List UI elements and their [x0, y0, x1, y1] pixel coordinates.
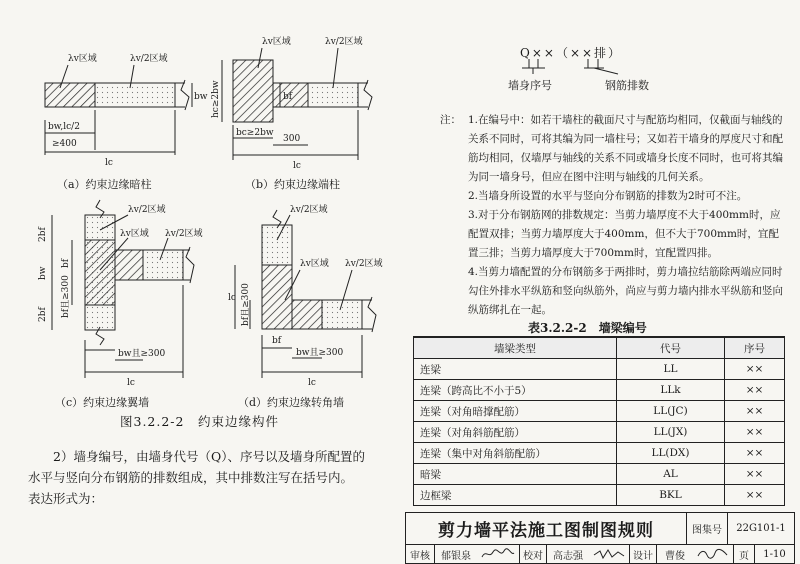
table-row — [414, 443, 785, 464]
c-dim-2bf-bot: 2bf — [38, 307, 48, 322]
check-label: 校对 — [520, 545, 547, 563]
notes-block — [440, 111, 785, 320]
d-dim-lc-side: lc — [228, 293, 236, 303]
d-zone-mid: λv区域 — [300, 259, 329, 269]
paragraph-line-1: 2）墙身编号，由墙身代号（Q）、序号以及墙身所配置的 — [53, 449, 365, 464]
table-row — [414, 380, 785, 401]
a-dim-lc: lc — [105, 158, 113, 168]
c-dim-bw: bw — [38, 266, 48, 280]
cell-seq: ×× — [725, 443, 785, 464]
atlas-label: 图集号 — [687, 513, 728, 545]
c-zone-right: λv/2区域 — [128, 205, 166, 215]
a-dim-width: bw,lc/2 — [48, 122, 80, 132]
review-label: 审核 — [406, 545, 435, 563]
cell-code: LL(JX) — [617, 422, 725, 443]
header-beam-type: 墙梁类型 — [414, 337, 617, 359]
cell-seq: ×× — [725, 422, 785, 443]
cell-type: 边框梁 — [414, 485, 617, 506]
b-dim-300: 300 — [283, 134, 301, 144]
wall-numbering-paragraph — [28, 446, 378, 509]
cell-code: LL(JC) — [617, 401, 725, 422]
cell-code: LLk — [617, 380, 725, 401]
note-item — [440, 111, 785, 187]
note-text: 3.对于分布钢筋网的排数规定：当剪力墙厚度不大于400mm时，应配置双排；当剪力墙厚度大于400mm，但不大于700mm时，宜配置三排；当剪力墙厚度大于700mm时，宜配置四排。 — [468, 209, 781, 259]
cell-code: AL — [617, 464, 725, 485]
b-dim-bf: bf — [283, 92, 293, 102]
cell-code: LL(DX) — [617, 443, 725, 464]
drawing-title: 剪力墙平法施工图制图规则 — [406, 513, 687, 545]
designer-signature — [693, 545, 734, 563]
table-row — [414, 464, 785, 485]
page-number: 1-10 — [763, 548, 786, 560]
cell-seq: ×× — [725, 485, 785, 506]
d-dim-bf: bf — [272, 336, 282, 346]
note-text: 2.当墙身所设置的水平与竖向分布钢筋的排数为2时可不注。 — [468, 190, 748, 202]
cell-seq: ×× — [725, 401, 785, 422]
paragraph-line-2: 水平与竖向分布钢筋的排数组成，其中排数注写在括号内。 — [28, 470, 354, 485]
a-zone-right: λv/2区域 — [130, 54, 168, 64]
checker-signature — [589, 545, 630, 563]
note-indent — [440, 206, 468, 263]
header-code: 代号 — [617, 337, 725, 359]
b-dim-bc: bc≥2bw — [236, 128, 274, 138]
formula-label-rebar-rows: 钢筋排数 — [605, 79, 649, 92]
formula-label-wall-seq: 墙身序号 — [508, 79, 552, 92]
a-zone-left: λv区域 — [68, 54, 97, 64]
c-dim-2bf-top: 2bf — [38, 227, 48, 242]
cell-seq: ×× — [725, 359, 785, 380]
c-zone-tail: λv/2区域 — [165, 229, 203, 239]
title-block — [405, 512, 795, 564]
header-seq: 序号 — [725, 337, 785, 359]
wall-number-formula: Q××（××排） — [520, 46, 623, 60]
d-zone-top: λv/2区域 — [290, 205, 328, 215]
cell-type: 暗梁 — [414, 464, 617, 485]
table-row — [414, 401, 785, 422]
a-dim-bw: bw — [194, 92, 208, 102]
c-dim-lc: lc — [127, 378, 135, 388]
table-header-row — [414, 337, 785, 359]
c-dim-bf300: bf且≥300 — [61, 275, 71, 318]
cell-code: LL — [617, 359, 725, 380]
cell-code: BKL — [617, 485, 725, 506]
note-indent — [440, 187, 468, 206]
designer-name: 曹俊 — [665, 550, 685, 562]
table-title: 表3.2.2-2 墙梁编号 — [528, 321, 647, 335]
d-zone-right: λv/2区域 — [345, 259, 383, 269]
checker-name: 高志强 — [553, 550, 583, 562]
page-label: 页 — [734, 545, 755, 563]
figure-title: 图3.2.2-2 约束边缘构件 — [120, 414, 279, 429]
caption-b: （b）约束边缘端柱 — [245, 178, 341, 191]
cell-type: 连梁（集中对角斜筋配筋） — [414, 443, 617, 464]
cell-type: 连梁 — [414, 359, 617, 380]
wall-beam-table — [413, 336, 785, 506]
cell-type: 连梁（对角斜筋配筋） — [414, 422, 617, 443]
cell-seq: ×× — [725, 464, 785, 485]
notes-lead: 注： — [440, 114, 461, 126]
paragraph-line-3: 表达形式为： — [28, 491, 104, 506]
d-dim-bf300: bf且≥300 — [241, 283, 251, 326]
note-indent — [440, 263, 468, 320]
b-zone-right: λv/2区域 — [325, 37, 363, 47]
note-text: 4.当剪力墙配置的分布钢筋多于两排时，剪力墙拉结筋除两端应同时勾住外排水平纵筋和竖向纵筋外，尚应与剪力墙内排水平纵筋和竖向纵筋绑扎在一起。 — [468, 266, 783, 316]
c-dim-bw300: bw且≥300 — [118, 349, 166, 359]
c-zone-mid: λv区域 — [120, 229, 149, 239]
b-dim-hc: hc≥2bw — [211, 80, 221, 118]
b-dim-lc: lc — [293, 161, 301, 171]
c-dim-bf: bf — [61, 258, 71, 268]
b-zone-left: λv区域 — [262, 37, 291, 47]
table-row — [414, 422, 785, 443]
a-dim-min: ≥400 — [52, 139, 77, 149]
cell-type: 连梁（跨高比不小于5） — [414, 380, 617, 401]
cell-type: 连梁（对角暗撑配筋） — [414, 401, 617, 422]
cell-seq: ×× — [725, 380, 785, 401]
d-dim-lc: lc — [308, 378, 316, 388]
note-text: 1.在编号中：如若干墙柱的截面尺寸与配筋均相同，仅截面与轴线的关系不同时，可将其编为同一墙柱号；又如若干墙身的厚度尺寸和配筋均相同，仅墙厚与轴线的关系不同或墙身长度不同时，也可将其编为同一墙身号，但应在图中注明与轴线的几何关系。 — [468, 114, 783, 183]
caption-a: （a）约束边缘暗柱 — [57, 178, 152, 191]
reviewer-signature — [477, 545, 520, 563]
reviewer-name: 郁银泉 — [441, 550, 471, 562]
design-label: 设计 — [630, 545, 657, 563]
note-item — [440, 263, 785, 320]
table-row — [414, 485, 785, 506]
figures-canvas — [0, 0, 400, 440]
note-item — [440, 187, 785, 206]
d-dim-bw300: bw且≥300 — [296, 348, 344, 358]
atlas-number: 22G101-1 — [728, 513, 794, 545]
note-item — [440, 206, 785, 263]
caption-d: （d）约束边缘转角墙 — [238, 396, 345, 409]
table-row — [414, 359, 785, 380]
caption-c: （c）约束边缘翼墙 — [55, 396, 150, 409]
